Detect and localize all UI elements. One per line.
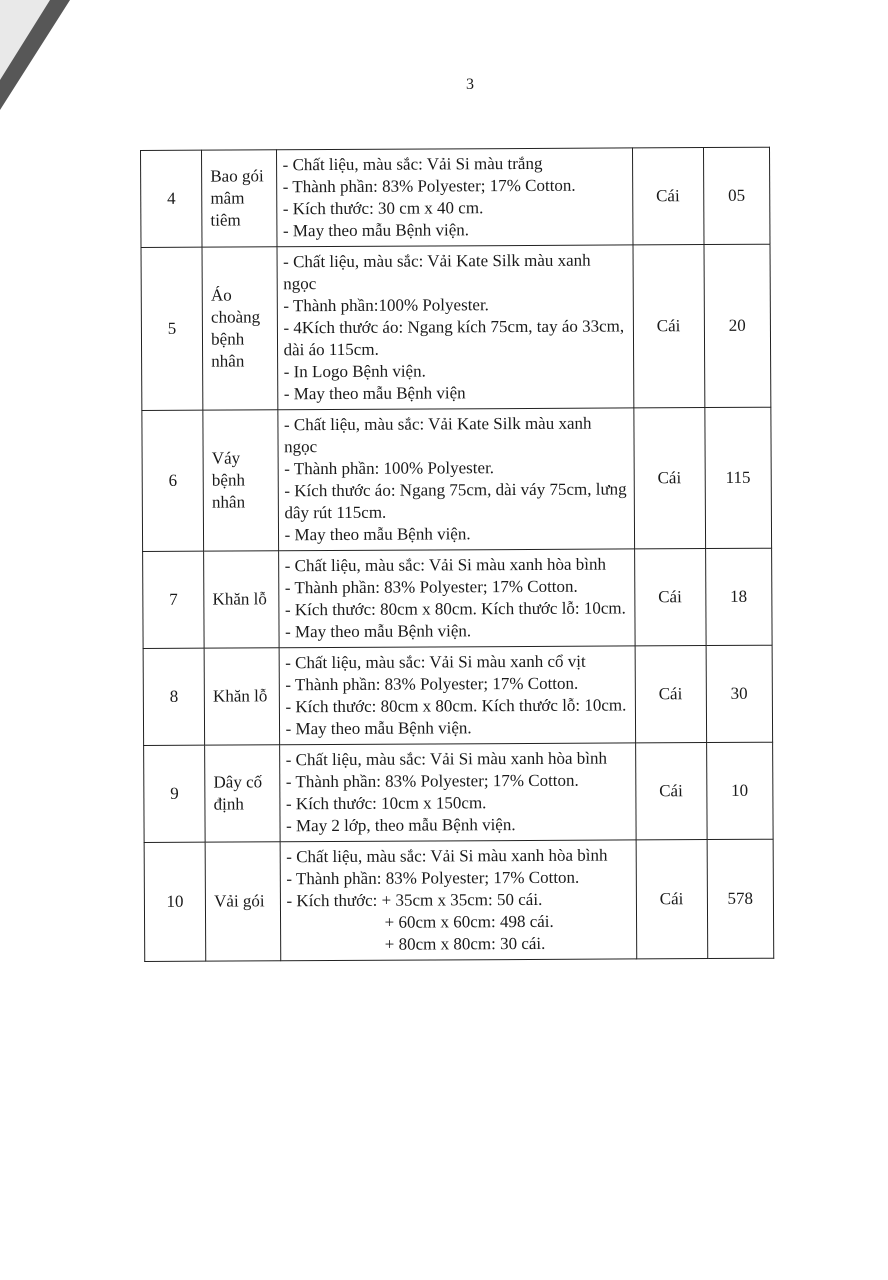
unit-cell: Cái: [635, 743, 706, 840]
row-number-cell: 8: [143, 648, 205, 745]
specification-line: - Thành phần: 83% Polyester; 17% Cotton.: [286, 867, 580, 889]
row-number-cell: 6: [142, 410, 204, 551]
quantity-cell: 18: [705, 548, 772, 645]
specification-line: - Kích thước: 80cm x 80cm. Kích thước lỗ: 10cm.: [284, 598, 626, 620]
specification-line: - Chất liệu, màu sắc: Vải Si màu xanh cổ vịt: [285, 651, 586, 673]
specification-line: - Kích thước áo: Ngang 75cm, dài váy 75cm, lưng dây rút 115cm.: [284, 479, 627, 523]
quantity-cell: 30: [706, 645, 773, 742]
specification-line: - 4Kích thước áo: Ngang kích 75cm, tay áo 33cm, dài áo 115cm.: [283, 316, 625, 360]
quantity-cell: 578: [707, 839, 774, 958]
unit-cell: Cái: [632, 148, 703, 245]
specification-line: - May theo mẫu Bệnh viện: [283, 383, 466, 404]
item-name-cell: Áo choàng bệnh nhân: [202, 247, 277, 410]
table-row: [141, 244, 771, 410]
specification-line: - Chất liệu, màu sắc: Vải Kate Silk màu xanh ngọc: [283, 250, 591, 294]
unit-cell: Cái: [636, 840, 708, 959]
row-number-cell: 10: [144, 842, 206, 961]
specification-cell: [277, 245, 634, 410]
specification-cell: [279, 743, 636, 842]
table-row: [143, 548, 772, 648]
specification-line: - Kích thước: + 35cm x 35cm: 50 cái.: [286, 889, 543, 911]
quantity-cell: 10: [706, 742, 773, 839]
row-number-cell: 4: [141, 150, 203, 247]
specification-line: - Chất liệu, màu sắc: Vải Si màu trắng: [282, 153, 543, 175]
table-row: [142, 407, 772, 551]
specification-line: - Thành phần:100% Polyester.: [283, 295, 489, 316]
specification-line: - May theo mẫu Bệnh viện.: [285, 718, 472, 739]
table-row: [144, 839, 774, 961]
specification-line: - Thành phần: 100% Polyester.: [284, 458, 495, 479]
specification-line: - Chất liệu, màu sắc: Vải Si màu xanh hòa bình: [284, 554, 606, 576]
specification-line: - Thành phần: 83% Polyester; 17% Cotton.: [285, 770, 579, 792]
specification-cell: [280, 840, 637, 961]
item-name-cell: Váy bệnh nhân: [203, 410, 278, 551]
specification-line: - Kích thước: 80cm x 80cm. Kích thước lỗ: 10cm.: [285, 695, 627, 717]
item-name-cell: Dây cố định: [205, 745, 280, 842]
quantity-cell: 05: [703, 147, 770, 244]
specification-subline: + 60cm x 60cm: 498 cái.: [384, 911, 554, 932]
unit-cell: Cái: [634, 549, 705, 646]
item-name-cell: Khăn lỗ: [204, 648, 279, 745]
specification-line: - Chất liệu, màu sắc: Vải Si màu xanh hòa bình: [285, 748, 608, 770]
specification-line: - Kích thước: 10cm x 150cm.: [285, 793, 487, 814]
unit-cell: Cái: [635, 646, 706, 743]
row-number-cell: 9: [144, 745, 206, 842]
quantity-cell: 115: [704, 407, 771, 548]
specification-table: [140, 147, 774, 962]
specification-cell: [276, 148, 633, 247]
page-corner-fold: [0, 0, 50, 80]
specification-line: - Thành phần: 83% Polyester; 17% Cotton.: [282, 175, 576, 197]
table-row: [144, 742, 773, 842]
table-body: [141, 147, 774, 961]
quantity-cell: 20: [704, 244, 771, 407]
specification-line: - May theo mẫu Bệnh viện.: [282, 220, 470, 241]
row-number-cell: 7: [143, 551, 205, 648]
specification-cell: [277, 408, 634, 551]
unit-cell: Cái: [633, 408, 705, 549]
page-number: 3: [466, 76, 474, 93]
specification-subline: + 80cm x 80cm: 30 cái.: [384, 933, 546, 954]
item-name-cell: Bao gói mâm tiêm: [202, 150, 277, 247]
specification-line: - May theo mẫu Bệnh viện.: [285, 621, 472, 642]
table-row: [143, 645, 772, 745]
specification-cell: [278, 549, 635, 648]
item-name-cell: Khăn lỗ: [204, 551, 279, 648]
specification-cell: [279, 646, 636, 745]
specification-line: - In Logo Bệnh viện.: [283, 361, 426, 382]
item-name-cell: Vải gói: [205, 842, 280, 961]
specification-line: - May theo mẫu Bệnh viện.: [284, 524, 471, 545]
specification-line: - Chất liệu, màu sắc: Vải Kate Silk màu xanh ngọc: [283, 413, 592, 457]
specification-line: - Thành phần: 83% Polyester; 17% Cotton.: [284, 576, 578, 598]
specification-line: - Chất liệu, màu sắc: Vải Si màu xanh hòa bình: [286, 845, 608, 867]
unit-cell: Cái: [633, 245, 705, 408]
specification-line: - Kích thước: 30 cm x 40 cm.: [282, 198, 484, 219]
specification-line: - Thành phần: 83% Polyester; 17% Cotton.: [285, 673, 579, 695]
specification-line: - May 2 lớp, theo mẫu Bệnh viện.: [286, 815, 516, 836]
row-number-cell: 5: [141, 247, 203, 410]
table-row: [141, 147, 770, 247]
